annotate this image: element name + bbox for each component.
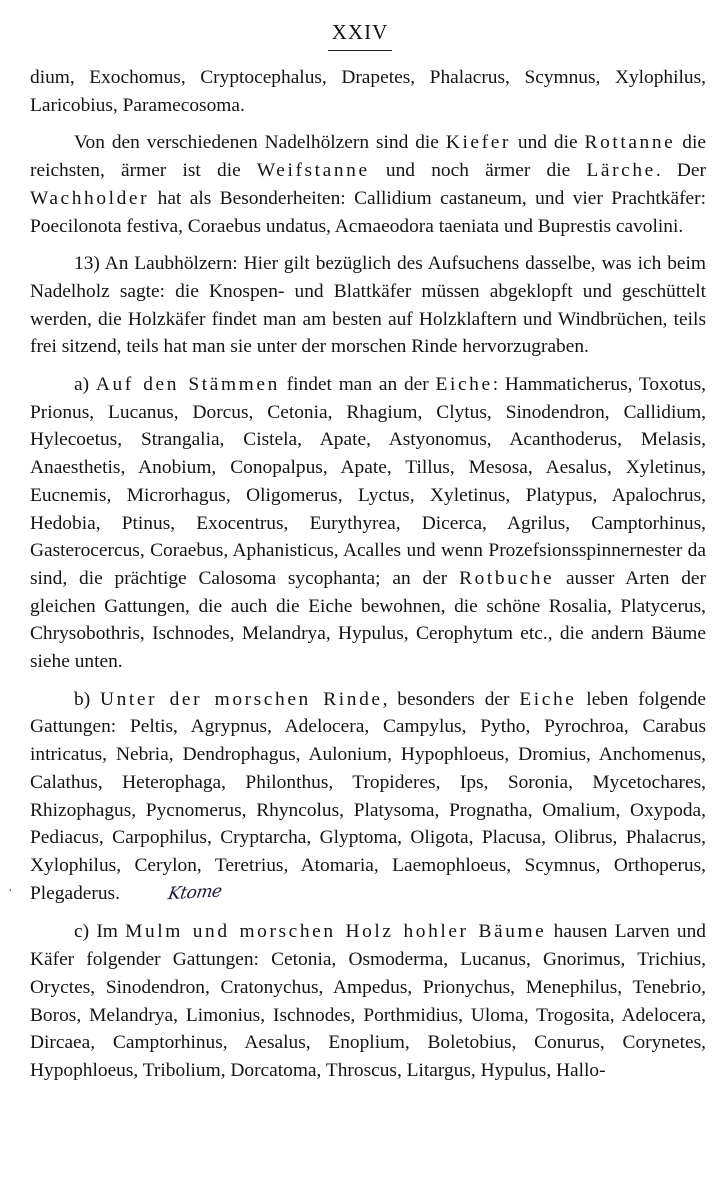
spaced-term: Unter der morschen Rinde xyxy=(100,688,383,710)
text-run: ausser Arten der gleichen Gattungen, die auch die Eiche bewohnen, die schöne Rosalia, Platycerus, Chrysobothris, Ischnodes, Melandrya, Hypulus, Cerophytum etc., die andern Bäume siehe unten. xyxy=(30,567,706,673)
text-run: Von den verschiedenen Nadelhölzern sind die xyxy=(74,132,446,154)
handwritten-annotation: Ktome xyxy=(166,881,224,905)
page-header xyxy=(0,20,720,51)
spaced-term-wachholder: Wachholder xyxy=(30,187,150,209)
text-run: die reichsten, ärmer ist die xyxy=(30,132,706,182)
spaced-term-eiche: Eiche xyxy=(435,374,493,396)
text-run: leben folgende Gattungen: Peltis, Agrypnus, Adelocera, Campylus, Pytho, Pyrochroa, Carabus intricatus, Nebria, Dendrophagus, Aulonium, Hypophloeus, Dromius, Anchomenus, Calathus, Heterophaga, Philonthus, Tropideres, Ips, Soronia, Mycetochares, Rhizophagus, Pycnomerus, Rhyncolus, Platysoma, Prognatha, Omalium, Oxypoda, Pediacus, Carpophilus, Cryptarcha, Glyptoma, Oligota, Placusa, Olibrus, Phalacrus, Xylophilus, Cerylon, Teretrius, Atomaria, Laemophloeus, Scymnus, Orthoperus, Plegaderus. xyxy=(30,688,706,904)
text-run: : Hammaticherus, Toxotus, Prionus, Lucanus, Dorcus, Cetonia, Rhagium, Clytus, Sinodendron, Callidium, Hylecoetus, Strangalia, Cistela, Apate, Astyonomus, Acanthoderus, Melasis, Anaesthetis, Anobium, Conopalpus, Apate, Tillus, Mesosa, Aesalus, Xyletinus, Eucnemis, Microrhagus, Oligomerus, Lyctus, Xyletinus, Platypus, Apalochrus, Hedobia, Ptinus, Exocentrus, Eurythyrea, Dicerca, Agrilus, Camptorhinus, Gasterocercus, Coraebus, Aphanisticus, Acalles und wenn Prozefsionsspinnernester da sind, die prächtige Calosoma sycophanta; an der xyxy=(30,374,706,589)
spaced-term-kiefer: Kiefer xyxy=(445,132,511,154)
spaced-term-rottanne: Rottanne xyxy=(584,132,676,154)
list-marker: b) xyxy=(74,688,101,710)
spaced-term-eiche: Eiche xyxy=(519,688,577,710)
spaced-term-weisstanne: Weifstanne xyxy=(256,160,370,182)
paragraph-nadelhoelzer xyxy=(30,129,706,240)
paragraph-rinde xyxy=(30,686,706,909)
text-run: . Der xyxy=(655,160,706,182)
spaced-term: Mulm und morschen Holz hohler Bäume xyxy=(125,921,547,943)
text-run: , besonders der xyxy=(382,688,520,710)
list-marker: a) xyxy=(74,374,96,396)
paragraph-text: 13) An Laubhölzern: Hier gilt bezüglich des Aufsuchens dasselbe, was ich beim Nadelholz sagte: die Knospen- und Blattkäfer müssen abgeklopft und geschüttelt werden, die Holzkäfer findet man am besten auf Holzklaftern und Windbrüchen, teils frei sitzend, teils hat man sie unter der morschen Rinde hervorzugraben. xyxy=(30,253,706,358)
spaced-term-laerche: Lärche xyxy=(586,160,656,182)
paragraph-text: dium, Exochomus, Cryptocephalus, Drapetes, Phalacrus, Scymnus, Xylophilus, Laricobius, Paramecosoma. xyxy=(30,67,706,116)
text-run: und die xyxy=(510,132,585,154)
paragraph-continuation xyxy=(30,64,706,119)
spaced-term: Auf den Stämmen xyxy=(95,374,280,396)
list-marker: c) Im xyxy=(74,921,126,943)
paragraph-mulm xyxy=(30,918,706,1084)
paragraph-staemme xyxy=(30,371,706,676)
text-run: hat als Besonderheiten: Callidium castaneum, und vier Prachtkäfer: Poecilonota festiva, Coraebus undatus, Acmaeodora taeniata und Buprestis cavolini. xyxy=(30,187,706,237)
margin-dot: · xyxy=(8,884,13,899)
text-run: und noch ärmer die xyxy=(369,160,587,182)
spaced-term-rotbuche: Rotbuche xyxy=(459,567,555,589)
text-run: hausen Larven und Käfer folgender Gattungen: Cetonia, Osmoderma, Lucanus, Gnorimus, Trichius, Oryctes, Sinodendron, Cratonychus, Ampedus, Prionychus, Menephilus, Tenebrio, Boros, Melandrya, Limonius, Ischnodes, Porthmidius, Uloma, Trogosita, Adelocera, Dircaea, Camptorhinus, Aesalus, Enoplium, Boletobius, Conurus, Corynetes, Hypophloeus, Tribolium, Dorcatoma, Throscus, Litargus, Hypulus, Hallo- xyxy=(30,921,706,1081)
page-number: XXIV xyxy=(328,20,393,51)
paragraph-laubhoelzer xyxy=(30,250,706,361)
body-text xyxy=(30,64,706,1085)
text-run: findet man an der xyxy=(279,374,436,396)
